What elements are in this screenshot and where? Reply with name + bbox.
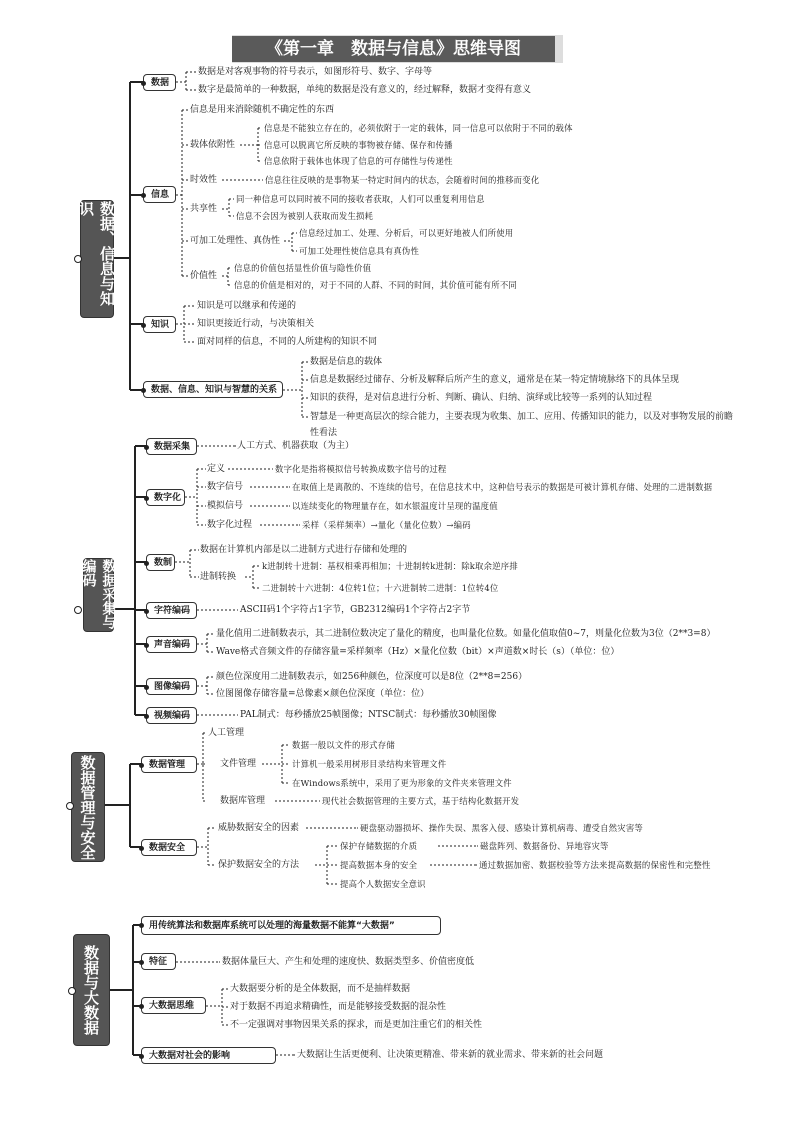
sub-node: 共享性 <box>190 204 218 214</box>
leaf-text: 信息的价值包括显性价值与隐性价值 <box>234 263 372 273</box>
node-digitize: 数字化 <box>146 489 185 506</box>
leaf-text: 信息是不能独立存在的，必须依附于一定的载体，同一信息可以依附于不同的载体 <box>264 123 573 133</box>
sub-node: 载体依附性 <box>190 140 236 150</box>
sub-node: 可加工处理性、真伪性 <box>190 236 281 246</box>
node-number-system: 数制 <box>146 554 175 571</box>
node-collection: 数据采集 <box>146 438 197 455</box>
leaf-text: 知识更接近行动，与决策相关 <box>197 319 315 329</box>
leaf-text: 智慧是一种更高层次的综合能力，主要表现为收集、加工、应用、传播知识的能力，以及对事物发展的前瞻 <box>310 412 734 422</box>
sub-node: 保护存储数据的介质 <box>340 841 418 851</box>
leaf-text: 数字化是指将模拟信号转换成数字信号的过程 <box>275 464 447 474</box>
sub-node: 价值性 <box>190 271 218 281</box>
leaf-text: 硬盘驱动器损坏、操作失误、黑客入侵、感染计算机病毒、遭受自然灾害等 <box>360 823 643 833</box>
node-big-data-thinking: 大数据思维 <box>141 997 206 1014</box>
leaf-text: 信息可以脱离它所反映的事物被存储、保存和传播 <box>264 140 453 150</box>
leaf-text: 磁盘阵列、数据备份、异地容灾等 <box>480 841 609 851</box>
sub-node: 定义 <box>207 464 226 474</box>
node-image-encoding: 图像编码 <box>146 678 197 695</box>
sub-node: 时效性 <box>190 175 218 185</box>
leaf-text: 信息经过加工、处理、分析后，可以更好地被人们所使用 <box>299 228 514 238</box>
node-data-management: 数据管理 <box>141 756 197 773</box>
leaf-text: k进制转十进制：基权相乘再相加；十进制转k进制：除k取余逆序排 <box>262 561 518 571</box>
leaf-text: 信息是数据经过储存、分析及解释后所产生的意义，通常是在某一特定情境脉络下的具体呈现 <box>310 375 680 385</box>
leaf-text: 在取值上是离散的、不连续的信号，在信息技术中，这种信号表示的数据是可被计算机存储、处理的二进制数据 <box>292 482 713 492</box>
topic-collection-encoding: 数据采集与编码 <box>83 558 114 632</box>
node-sound-encoding: 声音编码 <box>146 636 197 653</box>
leaf-text: 对于数据不再追求精确性，而是能够接受数据的混杂性 <box>230 1002 447 1012</box>
leaf-text: 通过数据加密、数据校验等方法来提高数据的保密性和完整性 <box>479 860 711 870</box>
leaf-text: 知识是可以继承和传递的 <box>197 301 297 311</box>
node-knowledge: 知识 <box>143 316 176 333</box>
leaf-text: 不一定强调对事物因果关系的探求，而是更加注重它们的相关性 <box>230 1020 483 1030</box>
leaf-text: 大数据要分析的是全体数据，而不是抽样数据 <box>230 984 411 994</box>
leaf-text: 以连续变化的物理量存在，如水银温度计呈现的温度值 <box>292 501 498 511</box>
leaf-text: 在Windows系统中，采用了更为形象的文件夹来管理文件 <box>292 778 512 788</box>
leaf-text: 同一种信息可以同时被不同的接收者获取，人们可以重复利用信息 <box>236 194 485 204</box>
leaf-text: 数据体量巨大、产生和处理的速度快、数据类型多、价值密度低 <box>222 957 475 967</box>
leaf-text: 计算机一般采用树形目录结构来管理文件 <box>292 759 447 769</box>
sub-node: 模拟信号 <box>207 501 244 511</box>
leaf-text: 面对同样的信息，不同的人所建构的知识不同 <box>197 337 378 347</box>
node-video-encoding: 视频编码 <box>146 707 197 724</box>
leaf-text: 现代社会数据管理的主要方式，基于结构化数据开发 <box>322 796 520 806</box>
sub-node: 数字化过程 <box>207 520 253 530</box>
sub-node: 数字信号 <box>207 482 244 492</box>
node-features: 特征 <box>141 953 176 970</box>
leaf-text: 量化值用二进制数表示，其二进制位数决定了量化的精度，也叫量化位数。如量化值取值0~7，则量化位数为3位（2**3=8） <box>216 629 716 639</box>
page-title: 《第一章 数据与信息》思维导图 <box>232 36 555 62</box>
leaf-text: Wave格式音频文件的存储容量=采样频率（Hz）×量化位数（bit）×声道数×时长（s）（单位：位） <box>216 647 620 657</box>
sub-node: 进制转换 <box>200 572 237 582</box>
leaf-text: 人工方式、机器获取（为主） <box>237 441 355 451</box>
leaf-text: 性看法 <box>310 428 338 438</box>
leaf-text: 数据是对客观事物的符号表示，如图形符号、数字、字母等 <box>198 67 433 77</box>
sub-node: 人工管理 <box>208 728 245 738</box>
leaf-text: 信息是用来消除随机不确定性的东西 <box>190 105 335 115</box>
leaf-text: 采样（采样频率）→量化（量化位数）→编码 <box>302 520 471 530</box>
collapse-dot-icon[interactable] <box>68 987 76 995</box>
collapse-dot-icon[interactable] <box>74 255 82 263</box>
leaf-text: 数据在计算机内部是以二进制方式进行存储和处理的 <box>200 545 408 555</box>
leaf-text: ASCII码1个字符占1字节，GB2312编码1个字符占2字节 <box>240 605 471 615</box>
leaf-text: 大数据让生活更便利、让决策更精准、带来新的就业需求、带来新的社会问题 <box>297 1050 604 1060</box>
node-big-data-definition: 用传统算法和数据库系统可以处理的海量数据不能算“大数据” <box>141 916 441 935</box>
leaf-text: 信息往往反映的是事物某一特定时间内的状态，会随着时间的推移而变化 <box>265 175 540 185</box>
node-info: 信息 <box>143 186 176 203</box>
topic-big-data: 数据与大数据 <box>73 934 110 1046</box>
sub-node: 威胁数据安全的因素 <box>218 823 300 833</box>
sub-node: 提高个人数据安全意识 <box>340 879 426 889</box>
leaf-text: 数字是最简单的一种数据，单纯的数据是没有意义的，经过解释，数据才变得有意义 <box>198 85 532 95</box>
topic-management-security: 数据管理与安全 <box>71 752 105 862</box>
collapse-dot-icon[interactable] <box>66 802 74 810</box>
leaf-text: 二进制转十六进制：4位转1位；十六进制转二进制：1位转4位 <box>262 583 499 593</box>
node-social-impact: 大数据对社会的影响 <box>141 1047 276 1064</box>
leaf-text: 位图图像存储容量=总像素×颜色位深度（单位：位） <box>216 689 430 699</box>
node-data-security: 数据安全 <box>141 839 197 856</box>
sub-node: 文件管理 <box>220 759 257 769</box>
collapse-dot-icon[interactable] <box>74 606 82 614</box>
node-data: 数据 <box>143 74 176 91</box>
leaf-text: 知识的获得，是对信息进行分析、判断、确认、归纳、演绎或比较等一系列的认知过程 <box>310 393 653 403</box>
topic-data-info-knowledge: 数据、信息与知识 <box>80 200 114 318</box>
leaf-text: 颜色位深度用二进制数表示，如256种颜色，位深度可以是8位（2**8=256） <box>216 672 528 682</box>
leaf-text: 信息的价值是相对的，对于不同的人群、不同的时间，其价值可能有所不同 <box>234 280 517 290</box>
leaf-text: 数据是信息的载体 <box>310 357 383 367</box>
leaf-text: PAL制式：每秒播放25帧图像；NTSC制式：每秒播放30帧图像 <box>240 710 497 720</box>
leaf-text: 信息依附于载体也体现了信息的可存储性与传递性 <box>264 156 453 166</box>
node-char-encoding: 字符编码 <box>146 602 197 619</box>
node-relation: 数据、信息、知识与智慧的关系 <box>143 381 283 398</box>
leaf-text: 数据一般以文件的形式存储 <box>292 740 395 750</box>
sub-node: 数据库管理 <box>220 796 266 806</box>
leaf-text: 可加工处理性使信息具有真伪性 <box>299 246 420 256</box>
leaf-text: 信息不会因为被别人获取而发生损耗 <box>236 211 374 221</box>
sub-node: 提高数据本身的安全 <box>340 860 418 870</box>
sub-node: 保护数据安全的方法 <box>218 860 300 870</box>
